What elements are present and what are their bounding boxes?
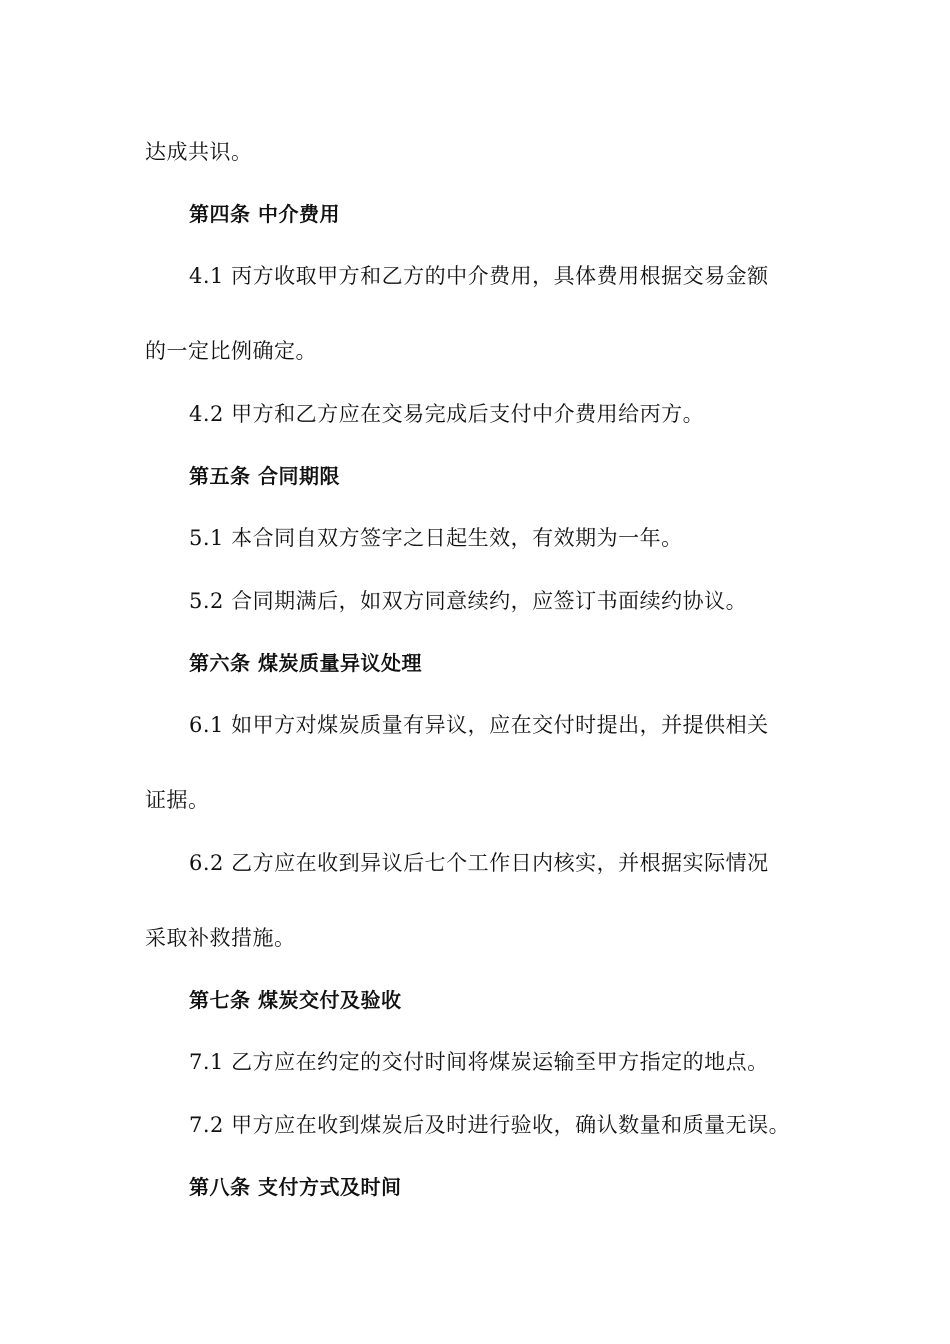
section-heading-article-5: 第五条 合同期限 <box>189 464 340 488</box>
clause-4-2: 4.2 甲方和乙方应在交易完成后支付中介费用给丙方。 <box>189 402 705 426</box>
clause-6-1-continuation: 证据。 <box>145 788 210 812</box>
clause-6-2: 6.2 乙方应在收到异议后七个工作日内核实，并根据实际情况 <box>189 851 769 875</box>
clause-7-1: 7.1 乙方应在约定的交付时间将煤炭运输至甲方指定的地点。 <box>189 1050 769 1074</box>
section-heading-article-7: 第七条 煤炭交付及验收 <box>189 988 402 1012</box>
paragraph-continuation: 达成共识。 <box>145 140 253 164</box>
clause-5-1: 5.1 本合同自双方签字之日起生效，有效期为一年。 <box>189 526 683 550</box>
clause-7-2: 7.2 甲方应在收到煤炭后及时进行验收，确认数量和质量无误。 <box>189 1113 791 1137</box>
section-heading-article-8: 第八条 支付方式及时间 <box>189 1175 402 1199</box>
section-heading-article-6: 第六条 煤炭质量异议处理 <box>189 651 422 675</box>
clause-6-2-continuation: 采取补救措施。 <box>145 926 296 950</box>
clause-4-1-continuation: 的一定比例确定。 <box>145 339 317 363</box>
clause-5-2: 5.2 合同期满后，如双方同意续约，应签订书面续约协议。 <box>189 589 748 613</box>
section-heading-article-4: 第四条 中介费用 <box>189 202 340 226</box>
clause-6-1: 6.1 如甲方对煤炭质量有异议，应在交付时提出，并提供相关 <box>189 713 769 737</box>
clause-4-1: 4.1 丙方收取甲方和乙方的中介费用，具体费用根据交易金额 <box>189 264 769 288</box>
